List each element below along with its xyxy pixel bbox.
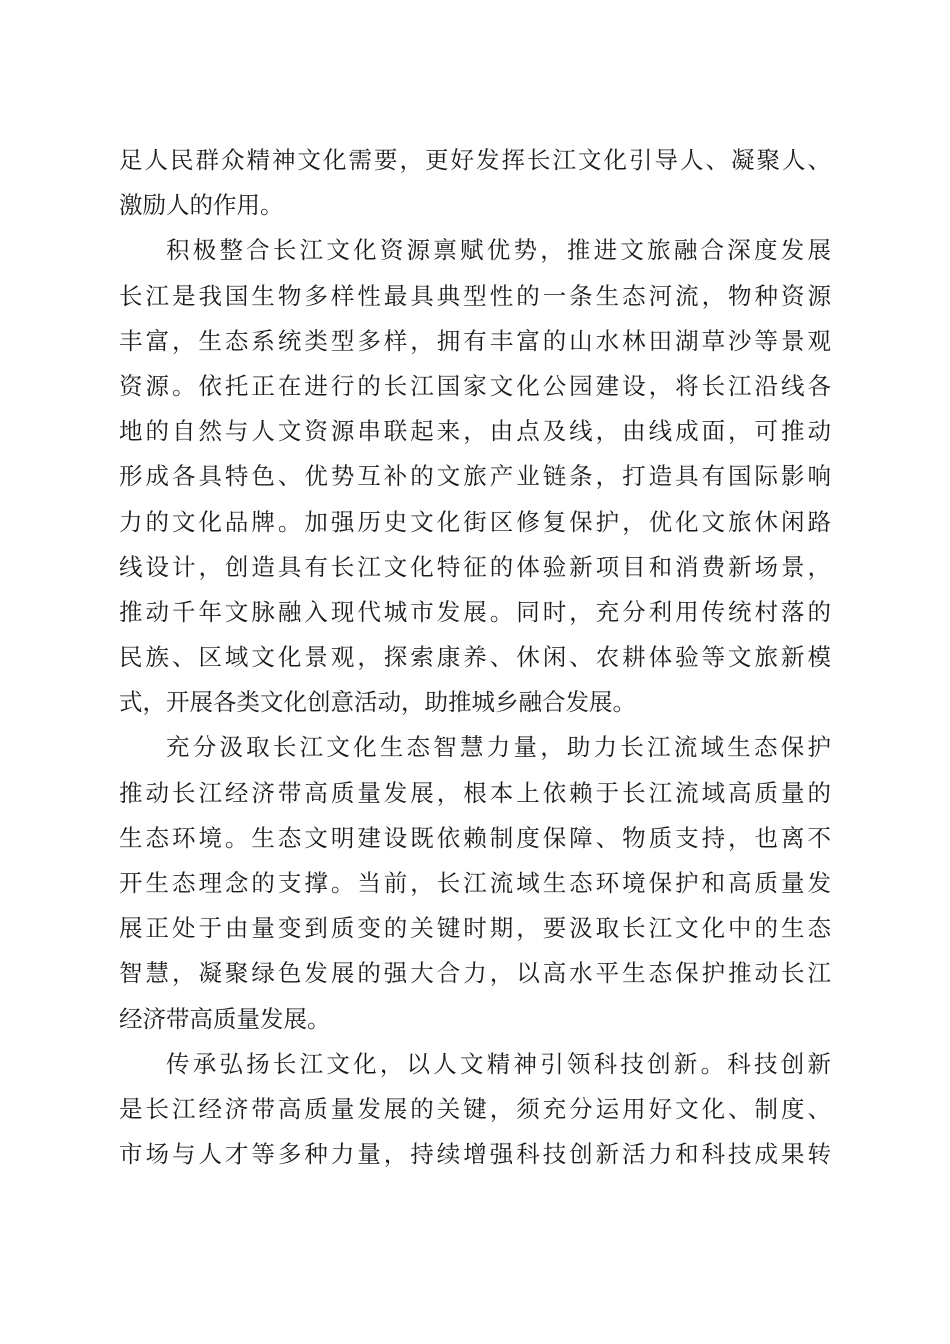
text-line: 丰富，生态系统类型多样，拥有丰富的山水林田湖草沙等景观 [119, 326, 831, 355]
text-line: 式，开展各类文化创意活动，助推城乡融合发展。 [119, 688, 636, 717]
text-line: 市场与人才等多种力量，持续增强科技创新活力和科技成果转 [119, 1140, 831, 1169]
text-line: 推动千年文脉融入现代城市发展。同时，充分利用传统村落的 [119, 597, 831, 626]
text-line: 激励人的作用。 [119, 191, 284, 220]
document-body [119, 138, 831, 1177]
text-line: 展正处于由量变到质变的关键时期，要汲取长江文化中的生态 [119, 914, 831, 943]
text-line: 形成各具特色、优势互补的文旅产业链条，打造具有国际影响 [119, 462, 831, 491]
text-line: 智慧，凝聚绿色发展的强大合力，以高水平生态保护推动长江 [119, 959, 831, 988]
text-line: 力的文化品牌。加强历史文化街区修复保护，优化文旅休闲路 [119, 507, 831, 536]
text-line: 经济带高质量发展。 [119, 1004, 331, 1033]
text-line: 民族、区域文化景观，探索康养、休闲、农耕体验等文旅新模 [119, 643, 831, 672]
text-line: 长江是我国生物多样性最具典型性的一条生态河流，物种资源 [119, 281, 831, 310]
text-line: 线设计，创造具有长江文化特征的体验新项目和消费新场景， [119, 552, 831, 581]
text-line: 积极整合长江文化资源禀赋优势，推进文旅融合深度发展 [166, 236, 831, 265]
text-line: 生态环境。生态文明建设既依赖制度保障、物质支持，也离不 [119, 823, 831, 852]
paragraph-3 [119, 725, 831, 1041]
text-line: 充分汲取长江文化生态智慧力量，助力长江流域生态保护 [166, 733, 831, 762]
paragraph-1 [119, 138, 831, 228]
text-line: 地的自然与人文资源串联起来，由点及线，由线成面，可推动 [119, 417, 831, 446]
text-line: 传承弘扬长江文化，以人文精神引领科技创新。科技创新 [166, 1049, 831, 1078]
text-line: 开生态理念的支撑。当前，长江流域生态环境保护和高质量发 [119, 869, 831, 897]
text-line: 足人民群众精神文化需要，更好发挥长江文化引导人、凝聚人、 [119, 146, 831, 174]
text-line: 资源。依托正在进行的长江国家文化公园建设，将长江沿线各 [119, 371, 831, 400]
text-line: 是长江经济带高质量发展的关键，须充分运用好文化、制度、 [119, 1094, 831, 1123]
paragraph-4 [119, 1042, 831, 1178]
text-line: 推动长江经济带高质量发展，根本上依赖于长江流域高质量的 [119, 778, 831, 807]
paragraph-2 [119, 228, 831, 725]
